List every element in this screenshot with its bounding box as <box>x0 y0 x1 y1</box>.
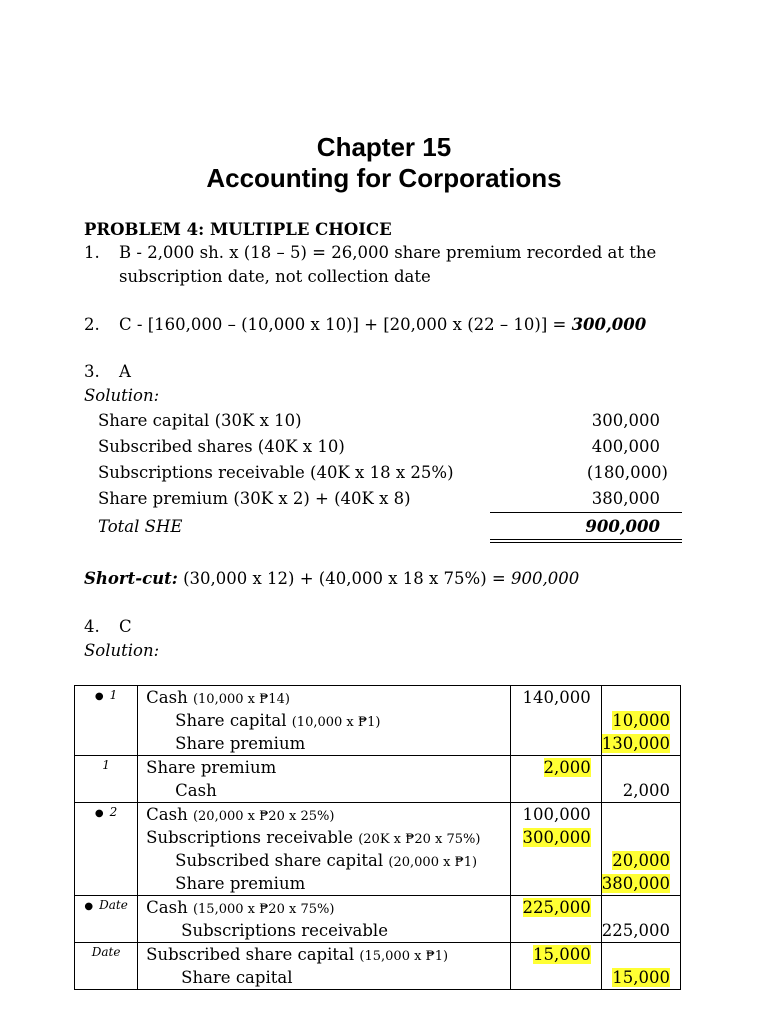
subtotal-rule <box>490 512 682 513</box>
credit-cell <box>601 686 680 756</box>
q3-row-label: Share premium (30K x 2) + (40K x 8) <box>98 489 411 508</box>
debit-amount: 15,000 <box>533 945 591 964</box>
date-cell <box>75 803 138 896</box>
q3-row-value: 300,000 <box>591 411 660 430</box>
q4-solution-label: Solution: <box>84 641 160 660</box>
entry-date: 1 <box>109 688 118 702</box>
debit-line <box>511 943 591 966</box>
account-line <box>146 943 510 966</box>
account-note: (20K x ₱20 x 75%) <box>358 832 481 847</box>
account-name: Cash <box>175 781 217 800</box>
q2-number: 2. <box>84 315 100 334</box>
total-rule-top <box>490 539 682 540</box>
debit-cell <box>511 686 602 756</box>
credit-empty <box>602 803 670 826</box>
credit-cell <box>601 943 680 990</box>
account-line <box>146 826 510 849</box>
credit-empty <box>602 896 670 919</box>
account-line <box>146 732 510 755</box>
q4-number: 4. <box>84 617 100 636</box>
table-row <box>75 803 681 896</box>
credit-line <box>602 732 670 755</box>
credit-amount: 15,000 <box>612 968 670 987</box>
account-line <box>146 779 510 802</box>
q3-row-value: 380,000 <box>591 489 660 508</box>
account-cell <box>138 756 511 803</box>
total-rule-bottom <box>490 542 682 543</box>
table-row <box>75 896 681 943</box>
account-name: Share premium <box>175 874 306 893</box>
account-cell <box>138 896 511 943</box>
q1-line2: subscription date, not collection date <box>119 267 431 286</box>
q3-number: 3. <box>84 362 100 381</box>
account-cell <box>138 803 511 896</box>
credit-line <box>602 966 670 989</box>
account-line <box>146 686 510 709</box>
q2-line <box>119 313 646 337</box>
debit-cell <box>511 943 602 990</box>
account-note: (10,000 x ₱14) <box>192 692 290 707</box>
entry-date: Date <box>99 898 128 912</box>
bullet-icon: ● <box>94 691 104 702</box>
q4-letter: C <box>119 617 132 636</box>
q3-total-label: Total SHE <box>98 517 183 536</box>
account-line <box>146 803 510 826</box>
q2-text: C - [160,000 – (10,000 x 10)] + [20,000 x (22 – 10)] = <box>119 315 572 334</box>
account-line <box>146 756 510 779</box>
date-cell <box>75 943 138 990</box>
journal-entries-table <box>74 685 681 990</box>
credit-cell <box>601 896 680 943</box>
q3-total-value: 900,000 <box>585 517 660 536</box>
account-line <box>146 872 510 895</box>
account-note: (10,000 x ₱1) <box>291 715 381 730</box>
bullet-icon: ● <box>84 901 94 912</box>
account-line <box>146 919 510 942</box>
shortcut-text: (30,000 x 12) + (40,000 x 18 x 75%) = <box>177 569 511 588</box>
credit-amount: 380,000 <box>601 874 670 893</box>
debit-amount: 225,000 <box>522 898 591 917</box>
shortcut-answer: 900,000 <box>511 569 580 588</box>
date-cell <box>75 756 138 803</box>
entry-date: 1 <box>102 758 110 772</box>
debit-cell <box>511 803 602 896</box>
date-cell <box>75 686 138 756</box>
credit-empty <box>602 756 670 779</box>
account-note: (20,000 x ₱20 x 25%) <box>192 809 335 824</box>
bullet-icon: ● <box>94 808 104 819</box>
debit-line <box>511 896 591 919</box>
credit-empty <box>602 686 670 709</box>
credit-amount: 225,000 <box>601 921 670 940</box>
debit-cell <box>511 756 602 803</box>
account-name: Share premium <box>175 734 306 753</box>
q3-row-value: (180,000) <box>586 463 668 482</box>
account-name: Share premium <box>146 758 277 777</box>
q3-row-label: Subscriptions receivable (40K x 18 x 25%) <box>98 463 454 482</box>
entry-date: Date <box>91 945 121 959</box>
table-row <box>75 756 681 803</box>
account-note: (20,000 x ₱1) <box>388 855 478 870</box>
table-row <box>75 943 681 990</box>
account-name: Share capital <box>175 711 287 730</box>
credit-amount: 10,000 <box>612 711 670 730</box>
debit-amount: 100,000 <box>522 805 591 824</box>
account-note: (15,000 x ₱20 x 75%) <box>192 902 335 917</box>
q3-row-label: Share capital (30K x 10) <box>98 411 302 430</box>
account-name: Cash <box>146 898 188 917</box>
entry-date: 2 <box>109 805 118 819</box>
shortcut-line <box>84 567 579 591</box>
account-name: Share capital <box>181 968 293 987</box>
credit-amount: 130,000 <box>601 734 670 753</box>
account-line <box>146 709 510 732</box>
chapter-title: Chapter 15 <box>316 132 452 162</box>
credit-cell <box>601 756 680 803</box>
account-name: Subscriptions receivable <box>181 921 388 940</box>
account-cell <box>138 686 511 756</box>
credit-amount: 20,000 <box>612 851 670 870</box>
q2-answer: 300,000 <box>571 315 647 334</box>
shortcut-label: Short-cut: <box>84 569 178 588</box>
account-name: Cash <box>146 805 188 824</box>
credit-cell <box>601 803 680 896</box>
credit-empty <box>602 826 670 849</box>
account-name: Cash <box>146 688 188 707</box>
debit-amount: 2,000 <box>543 758 591 777</box>
credit-line <box>602 849 670 872</box>
debit-line <box>511 826 591 849</box>
q3-solution-label: Solution: <box>84 386 160 405</box>
account-name: Subscribed share capital <box>175 851 384 870</box>
account-note: (15,000 x ₱1) <box>359 949 449 964</box>
q3-letter: A <box>119 362 131 381</box>
q3-row-label: Subscribed shares (40K x 10) <box>98 437 345 456</box>
debit-amount: 140,000 <box>522 688 591 707</box>
debit-amount: 300,000 <box>522 828 591 847</box>
account-line <box>146 896 510 919</box>
chapter-subtitle: Accounting for Corporations <box>206 163 562 193</box>
credit-line <box>602 709 670 732</box>
q3-row-value: 400,000 <box>591 437 660 456</box>
problem-heading: PROBLEM 4: MULTIPLE CHOICE <box>84 220 392 239</box>
account-name: Subscriptions receivable <box>146 828 353 847</box>
credit-amount: 2,000 <box>622 781 670 800</box>
account-name: Subscribed share capital <box>146 945 355 964</box>
debit-cell <box>511 896 602 943</box>
q1-number: 1. <box>84 243 100 262</box>
account-line <box>146 966 510 989</box>
credit-line <box>602 872 670 895</box>
account-line <box>146 849 510 872</box>
date-cell <box>75 896 138 943</box>
table-row <box>75 686 681 756</box>
debit-line <box>511 756 591 779</box>
q1-line1: B - 2,000 sh. x (18 – 5) = 26,000 share premium recorded at the <box>119 243 657 262</box>
credit-empty <box>602 943 670 966</box>
account-cell <box>138 943 511 990</box>
